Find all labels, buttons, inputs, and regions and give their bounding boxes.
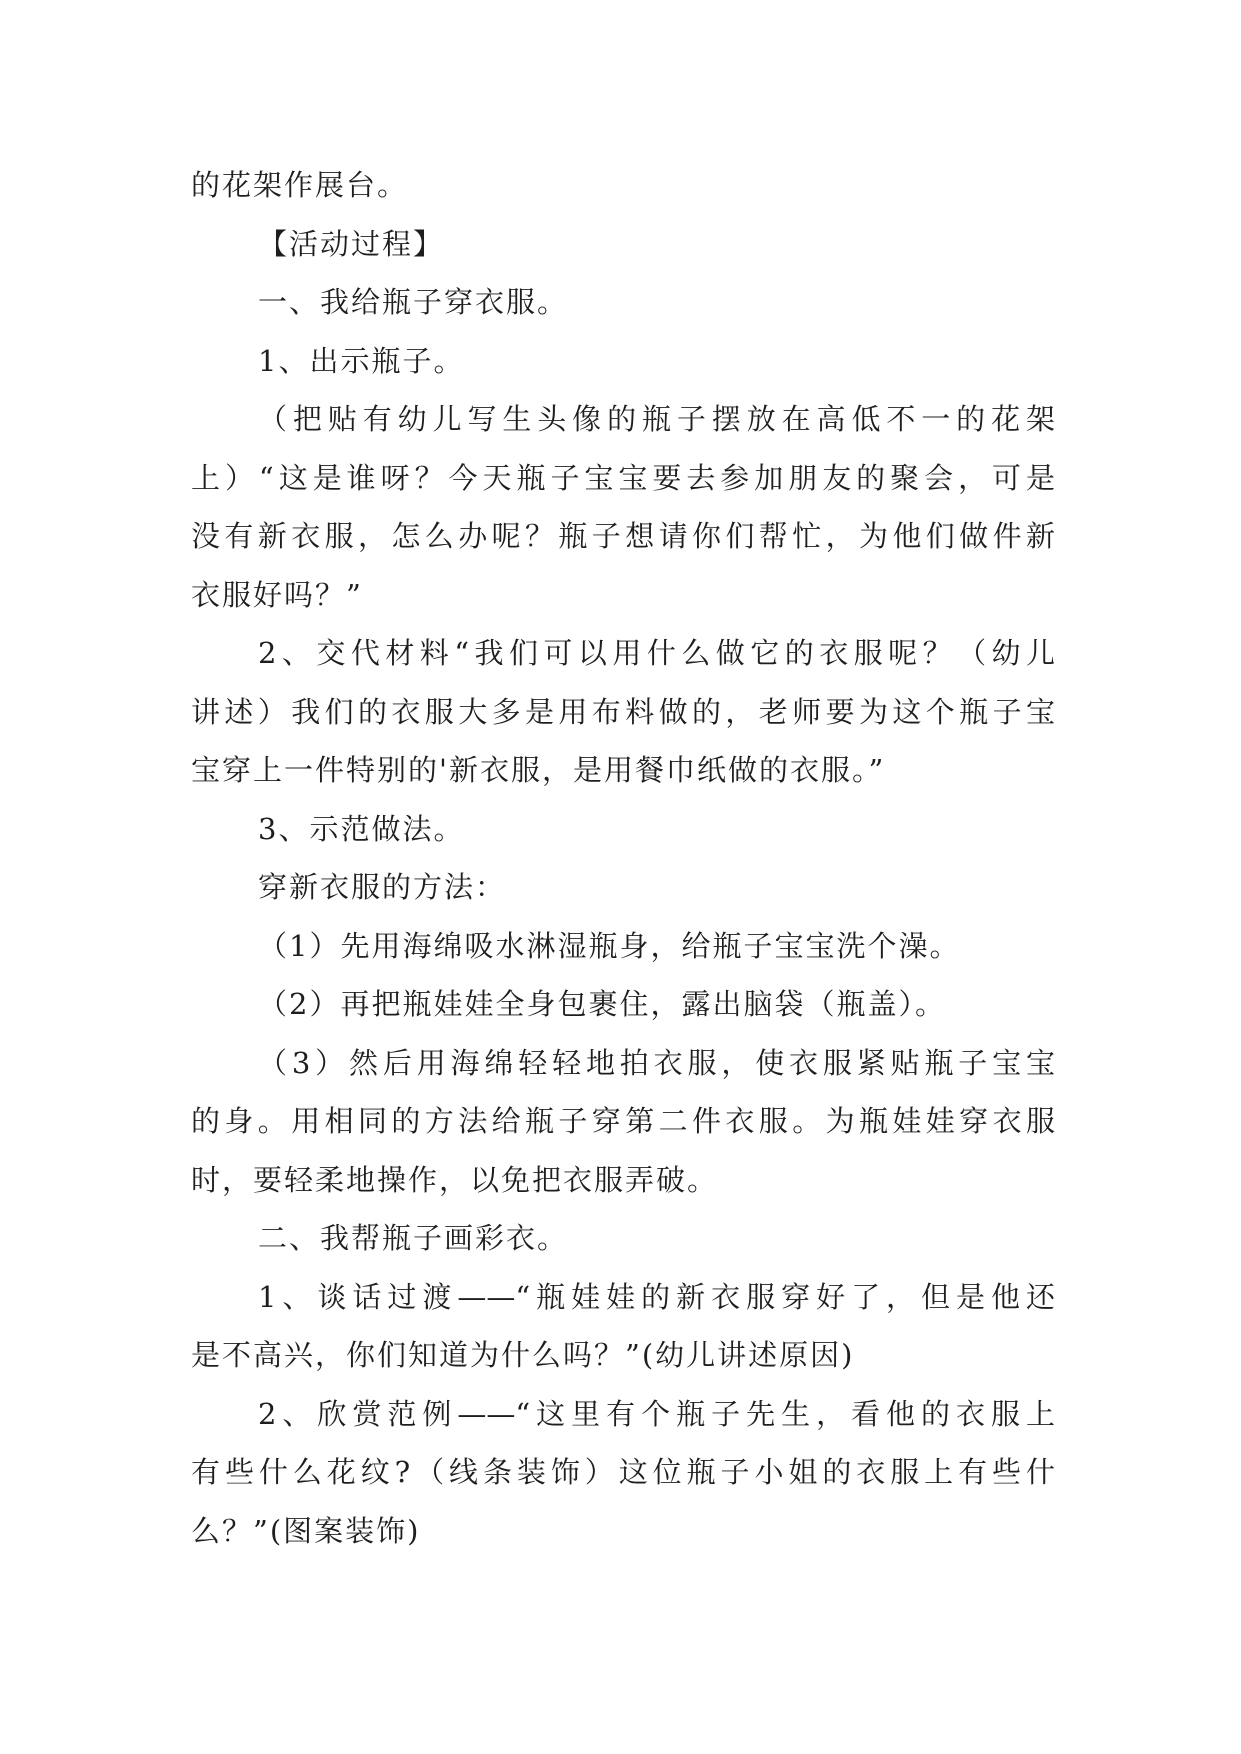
text-line: 是不高兴，你们知道为什么吗？”(幼儿讲述原因) — [191, 1338, 855, 1372]
text-line: 2、欣赏范例——“这里有个瓶子先生，看他的衣服上 — [258, 1396, 1055, 1431]
text-line: （把贴有幼儿写生头像的瓶子摆放在高低不一的花架 — [258, 402, 1055, 436]
paragraph-examples — [191, 1385, 1055, 1561]
text-line: 讲述）我们的衣服大多是用布料做的，老师要为这个瓶子宝 — [191, 694, 1055, 729]
step-1-heading — [191, 332, 1055, 391]
text-line: 么？”(图案装饰) — [191, 1513, 421, 1548]
section-heading-activity-process — [191, 215, 1055, 274]
text-line: 的身。用相同的方法给瓶子穿第二件衣服。为瓶娃娃穿衣服 — [191, 1104, 1055, 1138]
text-line: 二、我帮瓶子画彩衣。 — [258, 1221, 569, 1255]
paragraph-continuation — [191, 156, 1055, 215]
text-line: （2）再把瓶娃娃全身包裹住，露出脑袋（瓶盖）。 — [258, 987, 946, 1021]
text-line: 2、交代材料“我们可以用什么做它的衣服呢？（幼儿 — [258, 636, 1055, 670]
part-one-heading — [191, 273, 1055, 332]
text-line: 时，要轻柔地操作，以免把衣服弄破。 — [191, 1162, 719, 1197]
part-two-heading — [191, 1209, 1055, 1268]
text-line: 1、出示瓶子。 — [258, 343, 465, 378]
text-line: 有些什么花纹?（线条装饰）这位瓶子小姐的衣服上有些什 — [191, 1455, 1055, 1489]
text-line: 3、示范做法。 — [258, 811, 465, 846]
method-step-2 — [191, 975, 1055, 1034]
step-3-heading — [191, 800, 1055, 859]
text-line: 的花架作展台。 — [191, 168, 409, 202]
text-line: 衣服好吗？” — [191, 577, 363, 612]
text-line: 一、我给瓶子穿衣服。 — [258, 285, 569, 319]
page-body — [191, 156, 1055, 1560]
method-step-3 — [191, 1034, 1055, 1210]
text-line: （1）先用海绵吸水淋湿瓶身，给瓶子宝宝洗个澡。 — [258, 928, 961, 963]
method-heading — [191, 858, 1055, 917]
text-line: 1、谈话过渡——“瓶娃娃的新衣服穿好了，但是他还 — [258, 1279, 1055, 1314]
text-line: 穿新衣服的方法： — [258, 870, 507, 904]
text-line: 没有新衣服，怎么办呢？瓶子想请你们帮忙，为他们做件新 — [191, 519, 1055, 553]
text-line: 宝穿上一件特别的'新衣服，是用餐巾纸做的衣服。” — [191, 753, 886, 787]
paragraph-conversation — [191, 1268, 1055, 1385]
method-step-1 — [191, 917, 1055, 976]
text-line: 上）“这是谁呀？今天瓶子宝宝要去参加朋友的聚会，可是 — [191, 460, 1055, 495]
paragraph-materials — [191, 624, 1055, 800]
paragraph-show-bottles — [191, 390, 1055, 624]
text-line: 【活动过程】 — [258, 226, 445, 261]
text-line: （3）然后用海绵轻轻地拍衣服，使衣服紧贴瓶子宝宝 — [258, 1045, 1055, 1080]
